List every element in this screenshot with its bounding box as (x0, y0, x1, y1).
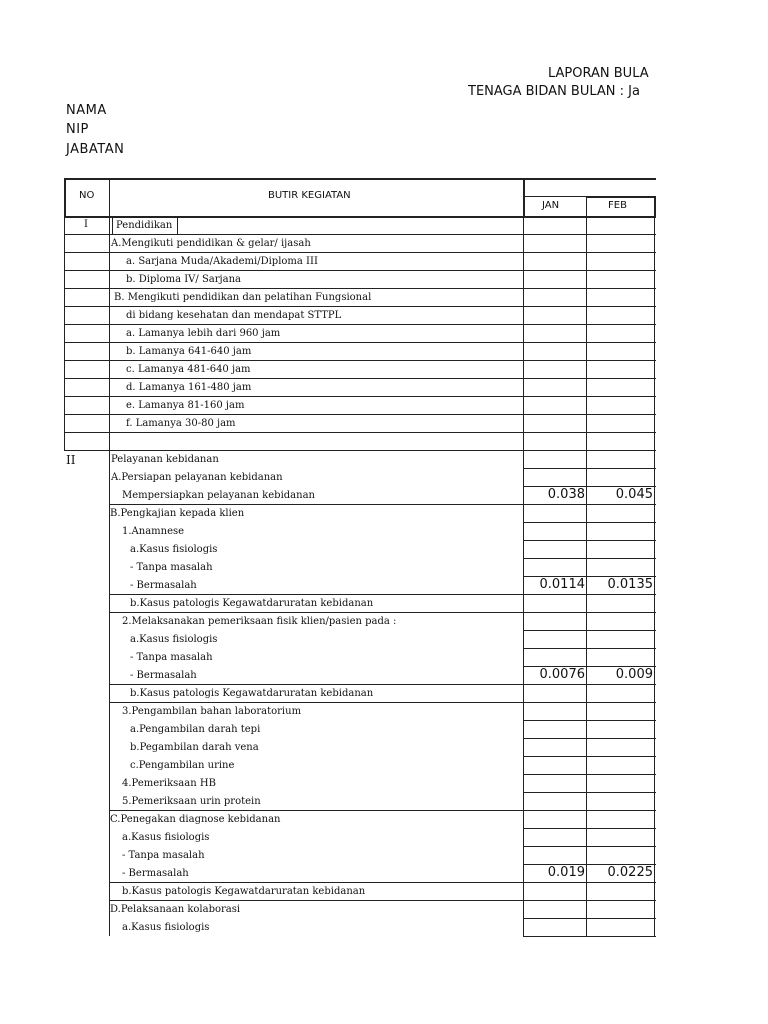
grid-vline (109, 486, 110, 504)
grid-vline (64, 288, 65, 306)
grid-vline (654, 648, 655, 666)
grid-vline (523, 648, 524, 666)
grid-vline (654, 360, 655, 378)
grid-vline (654, 864, 655, 882)
grid-vline (523, 522, 524, 540)
row-label: C.Penegakan diagnose kebidanan (110, 814, 281, 825)
grid-vline (654, 432, 655, 450)
grid-vline (586, 504, 587, 522)
row-label: f. Lamanya 30-80 jam (126, 418, 236, 429)
grid-vline (523, 792, 524, 810)
grid-vline (64, 270, 65, 288)
grid-vline (586, 756, 587, 774)
row-number: II (66, 453, 76, 467)
grid-vline (109, 684, 110, 702)
grid-vline (654, 306, 655, 324)
grid-vline (109, 288, 110, 306)
grid-vline (523, 810, 524, 828)
grid-vline (64, 432, 65, 450)
grid-vline (654, 576, 655, 594)
grid-vline (654, 396, 655, 414)
row-label: Mempersiapkan pelayanan kebidanan (122, 490, 315, 501)
grid-vline (586, 540, 587, 558)
grid-hline (523, 792, 656, 793)
grid-vline (109, 540, 110, 558)
grid-vline (109, 414, 110, 432)
row-label: b.Kasus patologis Kegawatdaruratan kebidanan (130, 598, 374, 609)
grid-hline (523, 540, 656, 541)
grid-vline (586, 630, 587, 648)
grid-vline (654, 270, 655, 288)
row-label: b. Lamanya 641-640 jam (126, 346, 252, 357)
field-nama: NAMA (66, 103, 107, 118)
grid-vline (109, 558, 110, 576)
grid-vline (109, 594, 110, 612)
grid-vline (109, 720, 110, 738)
grid-hline (523, 648, 656, 649)
grid-vline (109, 882, 110, 900)
grid-vline (586, 882, 587, 900)
grid-hline (109, 900, 656, 901)
row-number: I (84, 219, 88, 230)
grid-vline (523, 720, 524, 738)
grid-vline (109, 846, 110, 864)
grid-vline (586, 594, 587, 612)
grid-hline (523, 828, 656, 829)
grid-vline (586, 918, 587, 936)
grid-vline (523, 288, 524, 306)
grid-vline (109, 864, 110, 882)
row-label: 1.Anamnese (122, 526, 185, 537)
grid-hline (64, 324, 656, 325)
grid-vline (654, 612, 655, 630)
grid-hline (586, 196, 656, 198)
row-label: di bidang kesehatan dan mendapat STTPL (126, 310, 342, 321)
grid-vline (64, 252, 65, 270)
grid-vline (109, 468, 110, 486)
grid-vline (523, 378, 524, 396)
row-label: - Tanpa masalah (130, 652, 213, 663)
jan-value: 0.019 (547, 865, 585, 880)
grid-vline (654, 522, 655, 540)
grid-vline (654, 252, 655, 270)
grid-vline (586, 684, 587, 702)
row-label: a.Kasus fisiologis (130, 634, 218, 645)
grid-vline (109, 324, 110, 342)
grid-vline (586, 468, 587, 486)
grid-hline (64, 270, 656, 271)
grid-vline (654, 594, 655, 612)
grid-vline (654, 846, 655, 864)
grid-vline (109, 756, 110, 774)
feb-value: 0.009 (615, 667, 653, 682)
grid-vline (523, 342, 524, 360)
grid-vline (523, 900, 524, 918)
grid-vline (64, 342, 65, 360)
row-label: - Bermasalah (130, 580, 197, 591)
grid-hline (109, 702, 656, 703)
grid-vline (654, 342, 655, 360)
grid-vline (109, 396, 110, 414)
report-subtitle: TENAGA BIDAN BULAN : Ja (468, 84, 640, 99)
grid-vline (586, 252, 587, 270)
grid-vline (586, 792, 587, 810)
grid-vline (109, 360, 110, 378)
grid-vline (109, 774, 110, 792)
grid-hline (64, 432, 656, 433)
row-label: B. Mengikuti pendidikan dan pelatihan Fungsional (114, 292, 372, 303)
grid-vline (109, 738, 110, 756)
row-label: 2.Melaksanakan pemeriksaan fisik klien/pasien pada : (122, 616, 397, 627)
grid-vline (523, 558, 524, 576)
grid-hline (109, 594, 656, 595)
grid-vline (109, 828, 110, 846)
grid-vline (109, 792, 110, 810)
grid-vline (109, 216, 110, 234)
grid-vline (586, 396, 587, 414)
field-nip: NIP (66, 122, 89, 137)
grid-vline (109, 918, 110, 936)
grid-hline (64, 450, 656, 451)
grid-vline (654, 558, 655, 576)
grid-vline (64, 396, 65, 414)
grid-vline (654, 288, 655, 306)
grid-vline (586, 306, 587, 324)
grid-vline (586, 900, 587, 918)
grid-vline (64, 324, 65, 342)
grid-vline (109, 432, 110, 450)
col-jan-header: JAN (542, 200, 560, 211)
feb-value: 0.0225 (607, 865, 653, 880)
grid-vline (109, 522, 110, 540)
row-label: d. Lamanya 161-480 jam (126, 382, 252, 393)
grid-vline (109, 378, 110, 396)
grid-vline (586, 648, 587, 666)
grid-vline (523, 396, 524, 414)
grid-vline (654, 756, 655, 774)
grid-vline (109, 450, 110, 468)
grid-vline (523, 360, 524, 378)
row-label: e. Lamanya 81-160 jam (126, 400, 245, 411)
jan-value: 0.0076 (539, 667, 585, 682)
grid-hline (109, 504, 656, 505)
grid-hline (523, 918, 656, 919)
grid-vline (523, 738, 524, 756)
row-label: A.Persiapan pelayanan kebidanan (111, 472, 283, 483)
grid-hline (64, 288, 656, 289)
grid-hline (523, 756, 656, 757)
grid-vline (109, 666, 110, 684)
grid-vline (523, 450, 524, 468)
grid-vline (654, 666, 655, 684)
grid-vline (586, 702, 587, 720)
grid-vline (654, 450, 655, 468)
grid-vline (654, 774, 655, 792)
grid-vline (523, 684, 524, 702)
row-label: b.Pegambilan darah vena (130, 742, 259, 753)
grid-vline (654, 738, 655, 756)
grid-vline (109, 252, 110, 270)
grid-vline (586, 360, 587, 378)
grid-vline (586, 774, 587, 792)
grid-vline (654, 468, 655, 486)
grid-vline (586, 522, 587, 540)
grid-vline (523, 234, 524, 252)
grid-vline (654, 504, 655, 522)
grid-vline (654, 486, 655, 504)
grid-vline (64, 378, 65, 396)
grid-vline (654, 918, 655, 936)
grid-vline (654, 630, 655, 648)
grid-vline (654, 378, 655, 396)
grid-vline (523, 468, 524, 486)
grid-hline (64, 414, 656, 415)
row-label: - Tanpa masalah (122, 850, 205, 861)
grid-vline (586, 846, 587, 864)
grid-vline (109, 342, 110, 360)
grid-vline (109, 612, 110, 630)
row-label: a. Sarjana Muda/Akademi/Diploma III (126, 256, 318, 267)
grid-vline (654, 882, 655, 900)
report-table (64, 178, 656, 946)
grid-hline (523, 558, 656, 559)
col-no-header: NO (79, 190, 95, 201)
col-feb-header: FEB (608, 200, 627, 211)
grid-vline (586, 342, 587, 360)
grid-vline (523, 612, 524, 630)
grid-vline (654, 684, 655, 702)
row-label: - Bermasalah (122, 868, 189, 879)
jan-value: 0.0114 (539, 577, 585, 592)
grid-vline (523, 846, 524, 864)
grid-vline (586, 738, 587, 756)
row-label: - Bermasalah (130, 670, 197, 681)
row-label: Pendidikan (116, 220, 173, 231)
row-label: 5.Pemeriksaan urin protein (122, 796, 261, 807)
grid-hline (523, 468, 656, 469)
grid-vline (109, 576, 110, 594)
row-label: 4.Pemeriksaan HB (122, 778, 216, 789)
grid-vline (523, 630, 524, 648)
grid-vline (654, 720, 655, 738)
grid-hline (64, 178, 656, 180)
grid-hline (64, 342, 656, 343)
row-label: a.Kasus fisiologis (130, 544, 218, 555)
row-label: c. Lamanya 481-640 jam (126, 364, 251, 375)
grid-vline (586, 432, 587, 450)
grid-vline (586, 270, 587, 288)
row-label: a.Kasus fisiologis (122, 832, 210, 843)
grid-hline (523, 522, 656, 523)
grid-vline (654, 540, 655, 558)
grid-vline (109, 178, 110, 216)
grid-hline (109, 684, 656, 685)
row-label: A.Mengikuti pendidikan & gelar/ ijasah (111, 238, 311, 249)
grid-vline (523, 756, 524, 774)
grid-vline (523, 178, 525, 216)
grid-hline (109, 882, 656, 883)
grid-hline (523, 774, 656, 775)
grid-vline (523, 504, 524, 522)
grid-hline (523, 846, 656, 847)
grid-vline (586, 720, 587, 738)
grid-vline (64, 414, 65, 432)
grid-vline (654, 900, 655, 918)
row-label: - Tanpa masalah (130, 562, 213, 573)
grid-vline (586, 196, 587, 216)
grid-vline (586, 450, 587, 468)
grid-vline (586, 558, 587, 576)
grid-vline (523, 918, 524, 936)
grid-hline (64, 396, 656, 397)
grid-vline (586, 378, 587, 396)
grid-vline (654, 196, 656, 216)
grid-vline (586, 324, 587, 342)
grid-vline (654, 414, 655, 432)
grid-vline (64, 216, 65, 234)
feb-value: 0.0135 (607, 577, 653, 592)
row-label: a.Pengambilan darah tepi (130, 724, 261, 735)
grid-vline (523, 882, 524, 900)
row-label: B.Pengkajian kepada klien (110, 508, 245, 519)
col-butir-header: BUTIR KEGIATAN (268, 190, 351, 201)
row-label: Pelayanan kebidanan (111, 454, 219, 465)
grid-hline (523, 720, 656, 721)
grid-vline (109, 630, 110, 648)
grid-vline (586, 828, 587, 846)
grid-vline (64, 234, 65, 252)
grid-vline (523, 216, 524, 234)
grid-vline (64, 178, 66, 216)
grid-vline (654, 234, 655, 252)
grid-vline (523, 324, 524, 342)
grid-hline (64, 306, 656, 307)
grid-vline (586, 612, 587, 630)
grid-vline (523, 270, 524, 288)
grid-vline (109, 702, 110, 720)
row-label: a. Lamanya lebih dari 960 jam (126, 328, 281, 339)
grid-vline (654, 702, 655, 720)
grid-vline (523, 414, 524, 432)
row-label: a.Kasus fisiologis (122, 922, 210, 933)
row-label: 3.Pengambilan bahan laboratorium (122, 706, 302, 717)
grid-vline (654, 324, 655, 342)
grid-vline (523, 828, 524, 846)
report-title: LAPORAN BULA (548, 66, 649, 81)
grid-vline (64, 360, 65, 378)
grid-vline (586, 414, 587, 432)
grid-vline (109, 306, 110, 324)
grid-vline (654, 810, 655, 828)
grid-vline (654, 792, 655, 810)
grid-vline (523, 252, 524, 270)
grid-vline (586, 810, 587, 828)
grid-vline (523, 594, 524, 612)
grid-vline (523, 306, 524, 324)
grid-hline (109, 810, 656, 811)
grid-hline (523, 630, 656, 631)
grid-vline (586, 216, 587, 234)
grid-hline (523, 738, 656, 739)
jan-value: 0.038 (547, 487, 585, 502)
row-label: b.Kasus patologis Kegawatdaruratan kebidanan (130, 688, 374, 699)
grid-hline (109, 612, 656, 613)
field-jabatan: JABATAN (66, 142, 125, 157)
row-label: b. Diploma IV/ Sarjana (126, 274, 241, 285)
grid-vline (654, 216, 655, 234)
grid-hline (523, 936, 656, 937)
grid-vline (654, 828, 655, 846)
grid-hline (64, 378, 656, 379)
grid-vline (586, 288, 587, 306)
grid-vline (523, 432, 524, 450)
grid-vline (523, 702, 524, 720)
grid-vline (64, 306, 65, 324)
grid-hline (64, 252, 656, 253)
grid-vline (109, 270, 110, 288)
grid-vline (109, 234, 110, 252)
grid-vline (523, 540, 524, 558)
grid-vline (109, 648, 110, 666)
grid-vline (523, 774, 524, 792)
row-label: D.Pelaksanaan kolaborasi (110, 904, 241, 915)
grid-hline (64, 360, 656, 361)
row-label: c.Pengambilan urine (130, 760, 235, 771)
feb-value: 0.045 (615, 487, 653, 502)
row-label: b.Kasus patologis Kegawatdaruratan kebidanan (122, 886, 366, 897)
section-box (112, 217, 178, 235)
grid-vline (586, 234, 587, 252)
